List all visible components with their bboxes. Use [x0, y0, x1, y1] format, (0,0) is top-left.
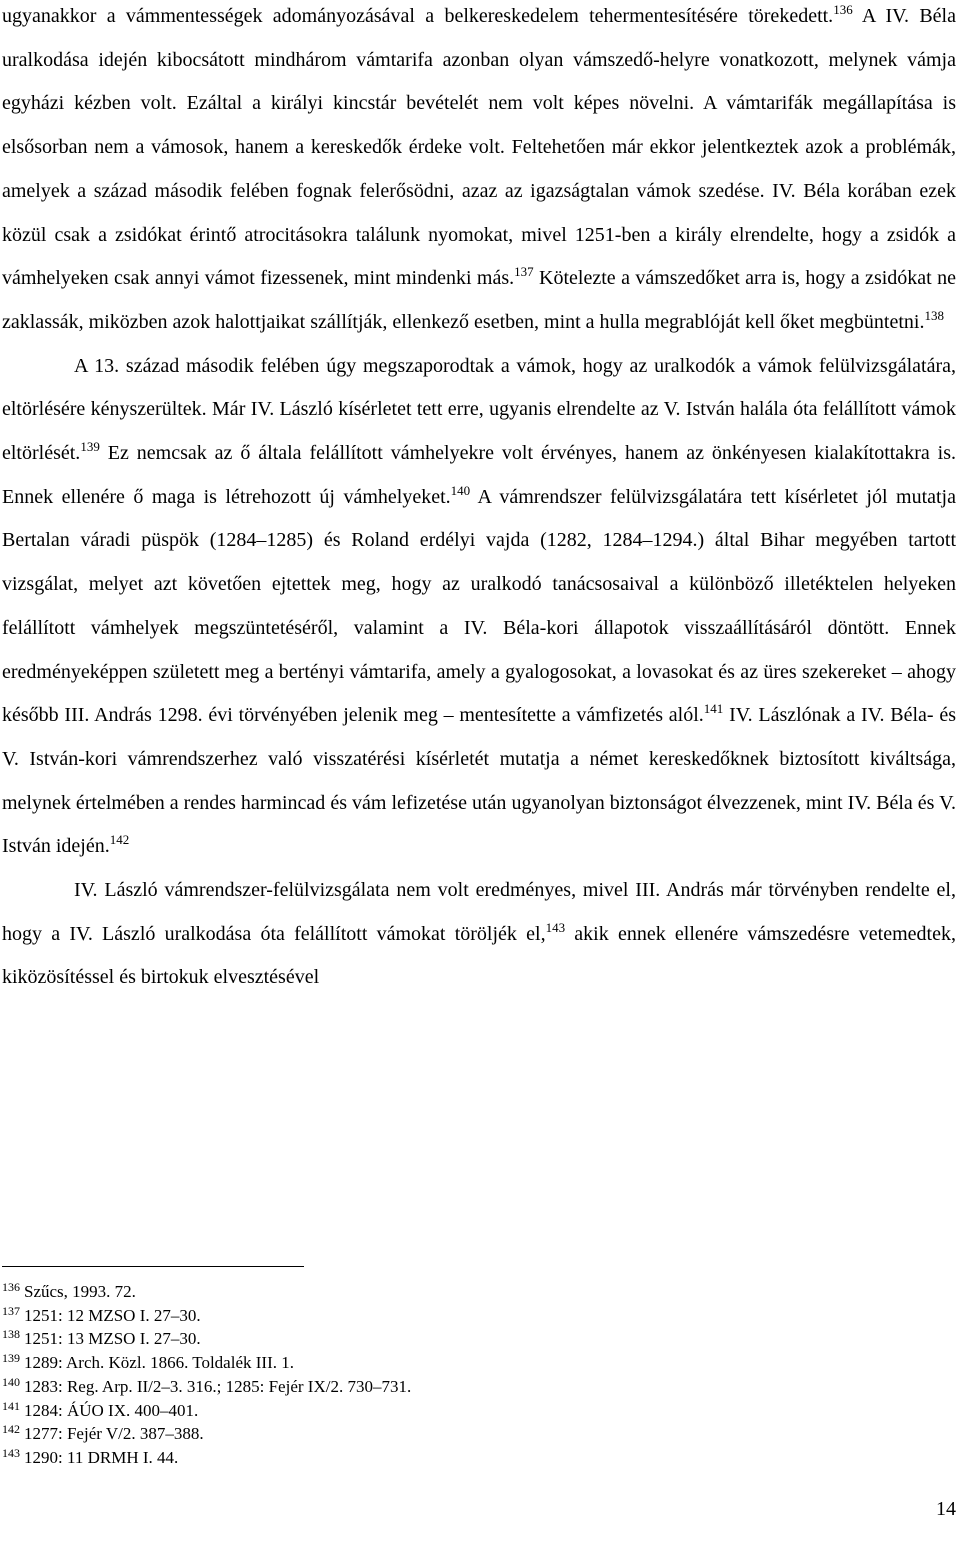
footnote-reference: 143: [545, 919, 566, 935]
footnote-separator: [2, 1266, 304, 1267]
footnote-text: 1290: 11 DRMH I. 44.: [24, 1447, 179, 1467]
paragraph-text: Kötelezte a vámszedőket arra is, hogy a zsidókat ne zaklassák, miközben azok halottjaikat szállítják, ellenkező esetben, mint a hulla megrablóját kell őket megbüntetni.: [2, 267, 956, 333]
footnote-number: 137: [2, 1303, 20, 1318]
footnote: [2, 1327, 902, 1351]
footnote-text: 1277: Fejér V/2. 387–388.: [24, 1424, 204, 1444]
paragraph-text: akik ennek ellenére vámszedésre vetemedtek, kiközösítéssel és birtokuk elvesztésével: [2, 922, 956, 989]
footnote-reference: 136: [833, 2, 853, 17]
footnote: [2, 1399, 902, 1423]
page-number: 14: [936, 1498, 956, 1520]
footnote-text: 1251: 13 MZSO I. 27–30.: [24, 1329, 201, 1349]
footnote-reference: 137: [514, 264, 534, 280]
paragraph-text: A 13. század második felében úgy megszaporodtak a vámok, hogy az uralkodók a vámok felülvizsgálatára, eltörlésére kényszerültek. Már IV. László kísérletet tett erre, ugyanis elrendelte az V. István halála óta felállított vámok eltörlését.: [2, 354, 956, 465]
footnote-number: 143: [2, 1445, 20, 1460]
footnote-number: 138: [2, 1327, 20, 1342]
footnote-number: 142: [2, 1422, 20, 1437]
footnote-text: 1283: Reg. Arp. II/2–3. 316.; 1285: Fejér IX/2. 730–731.: [24, 1376, 412, 1396]
footnote-text: 1251: 12 MZSO I. 27–30.: [24, 1305, 201, 1325]
footnote: [2, 1375, 902, 1399]
paragraph-text: A IV. Béla uralkodása idején kibocsátott mindhárom vámtarifa azonban olyan vámszedő-helyre vonatkozott, melynek vámja egyházi kézben volt. Ezáltal a királyi kincstár bevételét nem volt képes növelni. A vámtarifák megállapítása is elsősorban nem a vámosok, hanem a kereskedők érdeke volt. Feltehetően már ekkor jelentkeztek azok a problémák, amelyek a század második felében fognak felerősödni, azaz az igazságtalan vámok szedése. IV. Béla korában ezek közül csak a zsidókat érintő atrocitásokra találunk nyomokat, mivel 1251-ben a király elrendelte, hogy a zsidók a vámhelyeken csak annyi vámot fizessenek, mint mindenki más.: [2, 5, 956, 290]
footnote-reference: 142: [109, 832, 130, 848]
paragraph-text: Ez nemcsak az ő általa felállított vámhelyekre volt érvényes, hanem az önkényesen kialakítottakra is. Ennek ellenére ő maga is létrehozott új vámhelyeket.: [2, 442, 956, 508]
footnote-reference: 140: [450, 482, 471, 498]
footnote-text: 1289: Arch. Közl. 1866. Toldalék III. 1.: [24, 1353, 294, 1373]
footnote-number: 141: [2, 1398, 20, 1413]
paragraph: [2, 869, 956, 1000]
paragraph-text: IV. Lászlónak a IV. Béla- és V. István-kori vámrendszerhez való visszatérési kísérletét mutatja a német kereskedőknek biztosított kiváltsága, melynek értelmében a rendes harmincad és vám lefizetése után ugyanolyan biztonságot élvezzenek, mint IV. Béla és V. István idején.: [2, 704, 956, 858]
paragraph-text: ugyanakkor a vámmentességek adományozásával a belkereskedelem tehermentesítésére törekedett.: [2, 5, 834, 27]
footnote-reference: 141: [703, 701, 724, 717]
footnote: [2, 1422, 902, 1446]
footnote-text: 1284: ÁÚO IX. 400–401.: [24, 1400, 199, 1420]
paragraph: [2, 0, 956, 345]
body-text: [2, 0, 956, 1000]
paragraph-text: IV. László vámrendszer-felülvizsgálata nem volt eredményes, mivel III. András már törvényben rendelte el, hogy a IV. László uralkodása óta felállított vámokat töröljék el,: [2, 879, 956, 945]
paragraph: [2, 345, 956, 869]
footnote-reference: 139: [80, 439, 100, 455]
footnote-number: 140: [2, 1374, 20, 1389]
paragraph-text: A vámrendszer felülvizsgálatára tett kísérletet jól mutatja Bertalan váradi püspök (1284–1285) és Roland erdélyi vajda (1282, 1284–1294.) által Bihar megyében tartott vizsgálat, melyet azt követően ejtettek meg, hogy az uralkodó tanácsosaival a különböző illetéktelen helyeken felállított vámhelyek megszüntetéséről, valamint a IV. Béla-kori állapotok visszaállításáról döntött. Ennek eredményeképpen született meg a bertényi vámtarifa, amely a gyalogosokat, a lovasokat és az üres szekereket – ahogy később III. András 1298. évi törvényében jelenik meg – mentesítette a vámfizetés alól.: [2, 485, 956, 727]
footnote-text: Szűcs, 1993. 72.: [24, 1282, 136, 1301]
footnote: [2, 1304, 902, 1328]
footnote-number: 136: [2, 1280, 20, 1294]
footnote: [2, 1351, 902, 1375]
footnotes: [2, 1280, 902, 1470]
footnote-number: 139: [2, 1351, 20, 1366]
footnote-reference: 138: [924, 307, 944, 323]
footnote: [2, 1446, 902, 1470]
footnote: [2, 1280, 902, 1304]
